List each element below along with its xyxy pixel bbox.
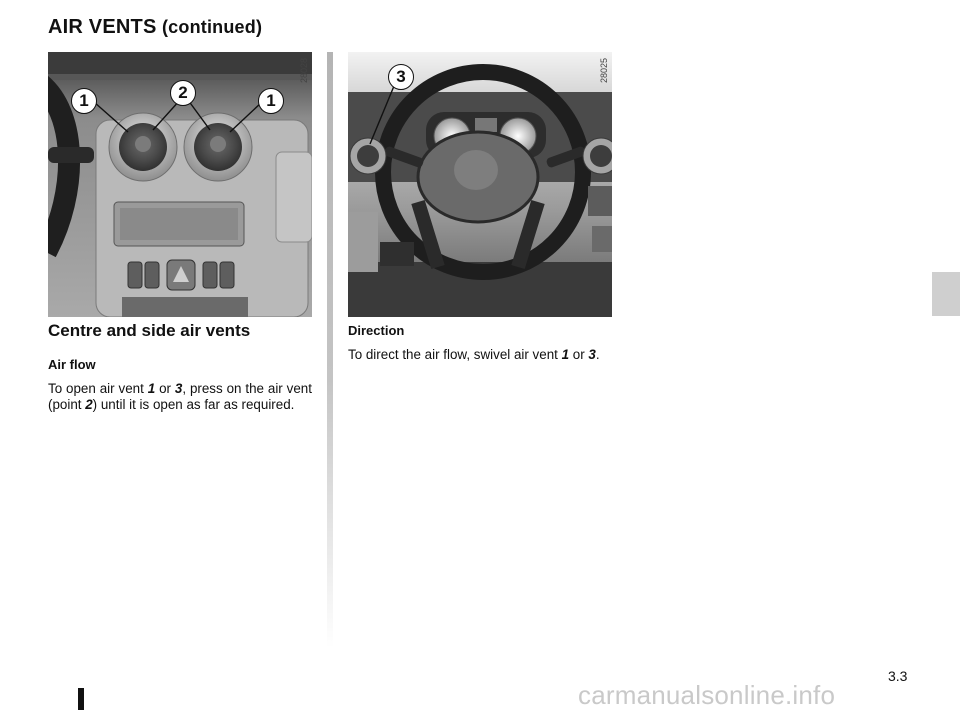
callout-2: 2 bbox=[170, 80, 196, 106]
page-title bbox=[48, 16, 262, 39]
side-vent-illustration bbox=[348, 52, 612, 317]
figure-side-vent bbox=[348, 52, 612, 317]
paragraph-air-flow: To open air vent 1 or 3, press on the air vent (point 2) until it is open as far as required. bbox=[48, 381, 312, 412]
title-continued: (continued) bbox=[161, 17, 263, 37]
callout-1-right: 1 bbox=[258, 88, 284, 114]
margin-mark bbox=[78, 688, 84, 710]
chapter-tab bbox=[932, 272, 960, 316]
callout-1-left: 1 bbox=[71, 88, 97, 114]
figure-centre-vents bbox=[48, 52, 312, 317]
figure-code-left: 28028 bbox=[299, 58, 309, 84]
column-divider bbox=[327, 52, 333, 648]
callout-3: 3 bbox=[388, 64, 414, 90]
section-heading: Centre and side air vents bbox=[48, 321, 251, 340]
subheading-air-flow: Air flow bbox=[48, 357, 96, 372]
title-main: AIR VENTS bbox=[48, 16, 157, 38]
page-number: 3.3 bbox=[888, 668, 908, 684]
subheading-direction: Direction bbox=[348, 323, 405, 338]
watermark: carmanualsonline.info bbox=[578, 680, 836, 710]
paragraph-direction: To direct the air flow, swivel air vent 1 or 3. bbox=[348, 347, 600, 362]
figure-code-right: 28025 bbox=[599, 58, 609, 84]
